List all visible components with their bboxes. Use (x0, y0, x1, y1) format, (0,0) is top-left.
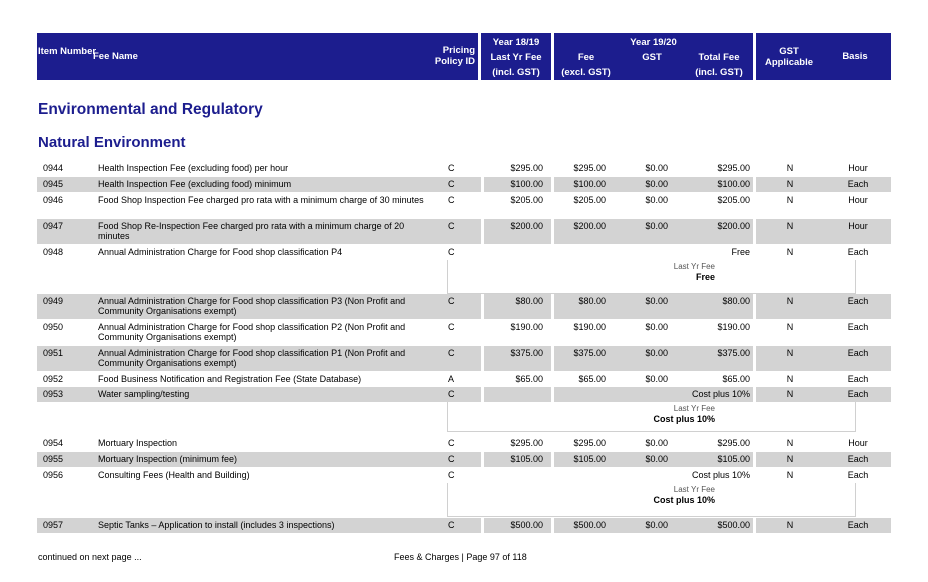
last-yr-fee: $375.00 (510, 348, 543, 358)
item-number: 0947 (43, 221, 64, 231)
total-fee: $205.00 (717, 195, 750, 205)
table-row (37, 193, 891, 218)
table-row (37, 452, 891, 467)
gst-applicable: N (786, 296, 794, 306)
pricing-policy: C (448, 322, 455, 332)
gst-applicable: N (786, 520, 794, 530)
last-yr-fee: $80.00 (515, 296, 543, 306)
col-fee-excl: (excl. GST) (561, 67, 611, 78)
fee-excl-gst: $375.00 (573, 348, 606, 358)
item-number: 0952 (43, 374, 64, 384)
table-row (37, 245, 891, 260)
gst-applicable: N (786, 374, 794, 384)
table-row (37, 372, 891, 387)
fee-excl-gst: $205.00 (573, 195, 606, 205)
col-total-incl: (incl. GST) (695, 67, 743, 78)
total-fee: $295.00 (717, 163, 750, 173)
continued-note: continued on next page ... (38, 552, 142, 562)
fee-excl-gst: $105.00 (573, 454, 606, 464)
item-number: 0954 (43, 438, 64, 448)
table-row (37, 161, 891, 176)
last-yr-fee: $205.00 (510, 195, 543, 205)
fee-name: Water sampling/testing (98, 389, 190, 399)
fee-excl-gst: $65.00 (578, 374, 606, 384)
fee-name: Food Shop Re-Inspection Fee charged pro rata with a minimum charge of 20 minutes (98, 221, 405, 241)
gst-amount: $0.00 (645, 348, 668, 358)
table-row (37, 320, 891, 345)
total-fee: $100.00 (717, 179, 750, 189)
total-fee: $80.00 (722, 296, 750, 306)
item-number: 0948 (43, 247, 64, 257)
col-pricing-policy: Pricing Policy ID (434, 45, 475, 67)
table-row (37, 346, 891, 371)
gst-amount: $0.00 (645, 179, 668, 189)
basis: Hour (848, 438, 868, 448)
last-yr-fee-box (447, 483, 856, 517)
last-yr-fee: $500.00 (510, 520, 543, 530)
col-basis: Basis (842, 51, 868, 62)
last-yr-fee: $295.00 (510, 438, 543, 448)
fee-name: Consulting Fees (Health and Building) (98, 470, 250, 480)
last-yr-fee: $65.00 (515, 374, 543, 384)
last-yr-fee: $190.00 (510, 322, 543, 332)
fee-excl-gst: $500.00 (573, 520, 606, 530)
item-number: 0950 (43, 322, 64, 332)
basis: Each (847, 296, 869, 306)
last-yr-fee-label: Last Yr Fee (673, 404, 715, 413)
pricing-policy: C (448, 247, 455, 257)
last-yr-fee: $105.00 (510, 454, 543, 464)
basis: Hour (848, 195, 868, 205)
gst-applicable: N (786, 221, 794, 231)
item-number: 0956 (43, 470, 64, 480)
total-fee: $65.00 (722, 374, 750, 384)
gst-applicable: N (786, 454, 794, 464)
pricing-policy: C (448, 520, 455, 530)
item-number: 0945 (43, 179, 64, 189)
fee-excl-gst: $190.00 (573, 322, 606, 332)
col-fee: Fee (577, 52, 595, 63)
section-title: Environmental and Regulatory (38, 101, 263, 118)
total-fee: Cost plus 10% (691, 389, 750, 399)
gst-applicable: N (786, 348, 794, 358)
gst-amount: $0.00 (645, 163, 668, 173)
table-row (37, 436, 891, 451)
page-info: Fees & Charges | Page 97 of 118 (394, 552, 527, 562)
pricing-policy: C (448, 438, 455, 448)
total-fee: $200.00 (717, 221, 750, 231)
fee-excl-gst: $80.00 (578, 296, 606, 306)
pricing-policy: A (448, 374, 455, 384)
table-row (37, 518, 891, 533)
table-row (37, 219, 891, 244)
last-yr-fee-value: Cost plus 10% (653, 495, 715, 505)
fee-name: Annual Administration Charge for Food shop classification P2 (Non Profit and Community Organisations exempt) (98, 322, 406, 342)
gst-amount: $0.00 (645, 374, 668, 384)
col-gst-applicable: GST Applicable (764, 46, 814, 68)
gst-applicable: N (786, 389, 794, 399)
fee-name: Septic Tanks – Application to install (includes 3 inspections) (98, 520, 335, 530)
basis: Hour (848, 221, 868, 231)
basis: Each (847, 470, 869, 480)
total-fee: $105.00 (717, 454, 750, 464)
fee-name: Food Business Notification and Registration Fee (State Database) (98, 374, 362, 384)
fee-name: Health Inspection Fee (excluding food) minimum (98, 179, 292, 189)
fee-name: Annual Administration Charge for Food shop classification P4 (98, 247, 343, 257)
gst-amount: $0.00 (645, 195, 668, 205)
fee-excl-gst: $295.00 (573, 163, 606, 173)
gst-amount: $0.00 (645, 221, 668, 231)
basis: Each (847, 322, 869, 332)
total-fee: $190.00 (717, 322, 750, 332)
gst-applicable: N (786, 247, 794, 257)
pricing-policy: C (448, 454, 455, 464)
total-fee: $295.00 (717, 438, 750, 448)
last-yr-fee: $295.00 (510, 163, 543, 173)
basis: Each (847, 520, 869, 530)
table-header (37, 33, 891, 80)
last-yr-fee-label: Last Yr Fee (673, 262, 715, 271)
fee-name: Food Shop Inspection Fee charged pro rata with a minimum charge of 30 minutes (98, 195, 424, 205)
last-yr-fee-value: Cost plus 10% (653, 414, 715, 424)
pricing-policy: C (448, 470, 455, 480)
last-yr-fee-box (447, 260, 856, 294)
gst-applicable: N (786, 470, 794, 480)
total-fee: $500.00 (717, 520, 750, 530)
table-row (37, 177, 891, 192)
total-fee: Free (731, 247, 750, 257)
item-number: 0944 (43, 163, 64, 173)
pricing-policy: C (448, 221, 455, 231)
total-fee: $375.00 (717, 348, 750, 358)
subsection-title: Natural Environment (38, 134, 186, 151)
pricing-policy: C (448, 179, 455, 189)
basis: Each (847, 179, 869, 189)
gst-amount: $0.00 (645, 454, 668, 464)
item-number: 0951 (43, 348, 64, 358)
basis: Each (847, 374, 869, 384)
basis: Hour (848, 163, 868, 173)
table-row (37, 468, 891, 483)
basis: Each (847, 348, 869, 358)
gst-amount: $0.00 (645, 438, 668, 448)
fee-excl-gst: $295.00 (573, 438, 606, 448)
last-yr-fee-note (674, 262, 715, 282)
last-yr-fee-value: Free (695, 272, 715, 282)
fee-excl-gst: $100.00 (573, 179, 606, 189)
last-yr-fee-box (447, 402, 856, 432)
fee-name: Health Inspection Fee (excluding food) per hour (98, 163, 289, 173)
col-total-fee: Total Fee (698, 52, 740, 63)
col-last-yr-fee: Last Yr Fee (490, 52, 542, 63)
gst-amount: $0.00 (645, 520, 668, 530)
col-fee-name: Fee Name (93, 51, 138, 62)
pricing-policy: C (448, 296, 455, 306)
last-yr-fee-note (653, 404, 715, 424)
item-number: 0949 (43, 296, 64, 306)
last-yr-fee-label: Last Yr Fee (673, 485, 715, 494)
col-last-yr-incl: (incl. GST) (492, 67, 540, 78)
fee-name: Annual Administration Charge for Food shop classification P3 (Non Profit and Community Organisations exempt) (98, 296, 406, 316)
item-number: 0955 (43, 454, 64, 464)
gst-applicable: N (786, 195, 794, 205)
basis: Each (847, 247, 869, 257)
pricing-policy: C (448, 389, 455, 399)
total-fee: Cost plus 10% (691, 470, 750, 480)
basis: Each (847, 389, 869, 399)
gst-amount: $0.00 (645, 296, 668, 306)
gst-applicable: N (786, 179, 794, 189)
fee-name: Mortuary Inspection (minimum fee) (98, 454, 238, 464)
fee-name: Annual Administration Charge for Food shop classification P1 (Non Profit and Community Organisations exempt) (98, 348, 406, 368)
pricing-policy: C (448, 348, 455, 358)
pricing-policy: C (448, 195, 455, 205)
col-year-prev: Year 18/19 (492, 37, 540, 48)
gst-applicable: N (786, 322, 794, 332)
table-row (37, 294, 891, 319)
basis: Each (847, 454, 869, 464)
gst-amount: $0.00 (645, 322, 668, 332)
fee-name: Mortuary Inspection (98, 438, 178, 448)
fee-excl-gst: $200.00 (573, 221, 606, 231)
item-number: 0957 (43, 520, 64, 530)
item-number: 0953 (43, 389, 64, 399)
last-yr-fee-note (653, 485, 715, 505)
table-row (37, 387, 891, 402)
gst-applicable: N (786, 438, 794, 448)
last-yr-fee: $100.00 (510, 179, 543, 189)
gst-applicable: N (786, 163, 794, 173)
col-gst: GST (642, 52, 662, 63)
col-year-curr: Year 19/20 (630, 37, 677, 48)
last-yr-fee: $200.00 (510, 221, 543, 231)
item-number: 0946 (43, 195, 64, 205)
pricing-policy: C (448, 163, 455, 173)
col-item-number: Item Number (38, 46, 97, 57)
